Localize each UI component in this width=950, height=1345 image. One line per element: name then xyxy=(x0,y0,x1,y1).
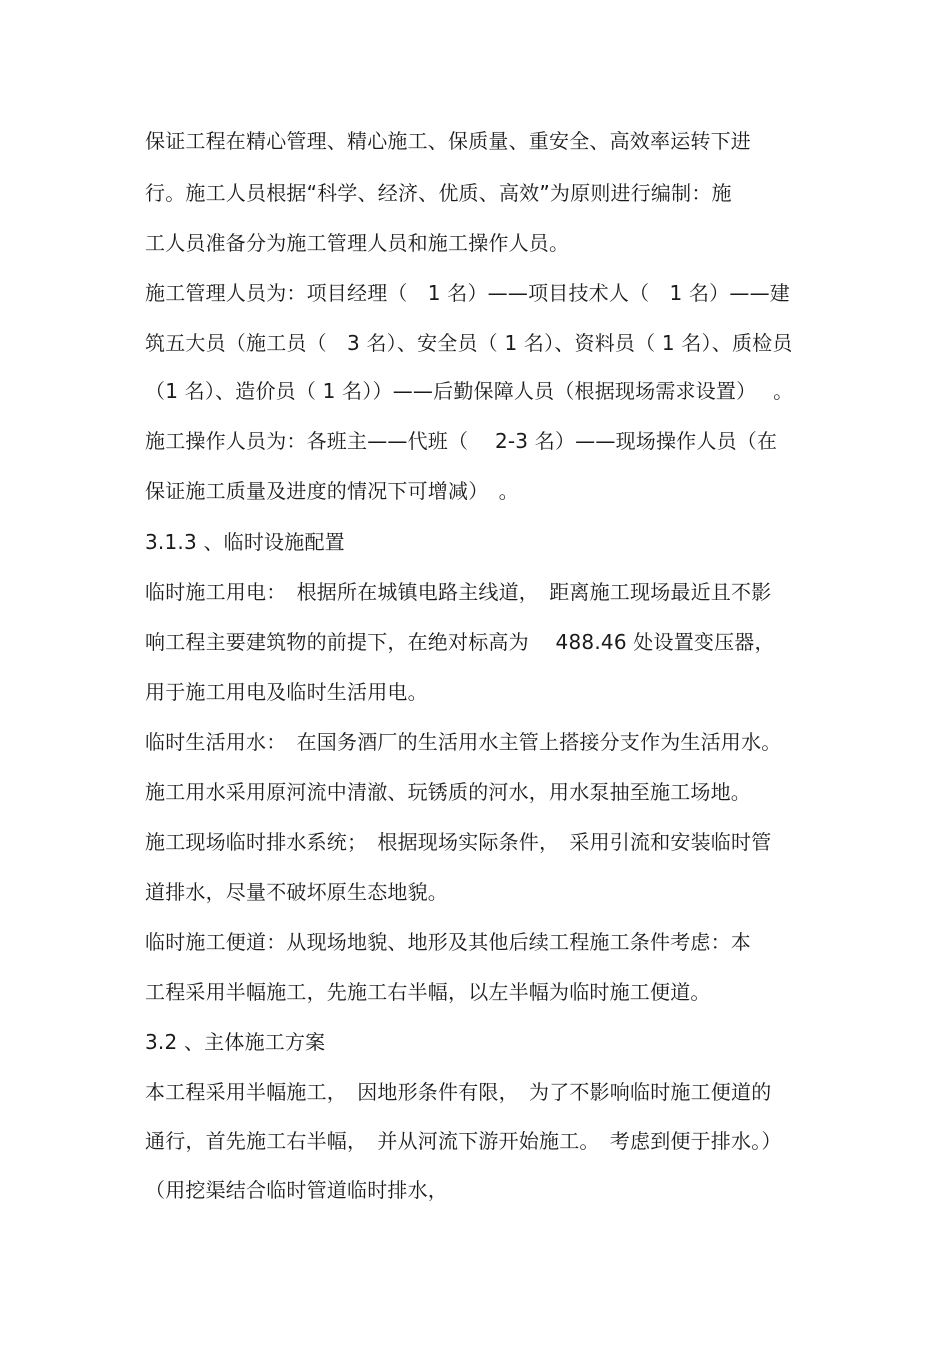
paragraph-line: （1 名）、造价员（ 1 名））——后勤保障人员（根据现场需求设置） 。 xyxy=(145,379,794,403)
paragraph-line: 保证工程在精心管理、精心施工、保质量、重安全、高效率运转下进 xyxy=(145,129,751,153)
paragraph-line: 筑五大员（施工员（ 3 名）、安全员（ 1 名）、资料员（ 1 名）、质检员 xyxy=(145,331,793,355)
paragraph-line: 工人员准备分为施工管理人员和施工操作人员。 xyxy=(145,231,570,255)
paragraph-line: 施工管理人员为：项目经理（ 1 名）——项目技术人（ 1 名）——建 xyxy=(145,281,790,305)
paragraph-line: 施工现场临时排水系统； 根据现场实际条件， 采用引流和安装临时管 xyxy=(145,830,772,854)
paragraph-line: 施工用水采用原河流中清澈、玩锈质的河水，用水泵抽至施工场地。 xyxy=(145,780,751,804)
paragraph-line: 临时施工便道：从现场地貌、地形及其他后续工程施工条件考虑：本 xyxy=(145,930,751,954)
paragraph-line: 用于施工用电及临时生活用电。 xyxy=(145,680,428,704)
paragraph-line: 保证施工质量及进度的情况下可增减） 。 xyxy=(145,479,519,503)
paragraph-line: 通行，首先施工右半幅， 并从河流下游开始施工。 考虑到便于排水。） xyxy=(145,1129,782,1153)
paragraph-line: 临时生活用水： 在国务酒厂的生活用水主管上搭接分支作为生活用水。 xyxy=(145,730,782,754)
paragraph-line: 响工程主要建筑物的前提下，在绝对标高为 488.46 处设置变压器， xyxy=(145,630,775,654)
paragraph-line: 本工程采用半幅施工， 因地形条件有限， 为了不影响临时施工便道的 xyxy=(145,1080,772,1104)
paragraph-line: 道排水，尽量不破坏原生态地貌。 xyxy=(145,880,448,904)
paragraph-line: 施工操作人员为：各班主——代班（ 2-3 名）——现场操作人员（在 xyxy=(145,429,778,453)
section-heading: 3.2 、主体施工方案 xyxy=(145,1030,326,1054)
paragraph-line: 工程采用半幅施工，先施工右半幅，以左半幅为临时施工便道。 xyxy=(145,980,711,1004)
paragraph-line: 临时施工用电： 根据所在城镇电路主线道， 距离施工现场最近且不影 xyxy=(145,580,772,604)
section-heading: 3.1.3 、临时设施配置 xyxy=(145,530,345,554)
paragraph-line: （用挖渠结合临时管道临时排水， xyxy=(145,1178,448,1202)
paragraph-line: 行。施工人员根据“科学、经济、优质、高效”为原则进行编制：施 xyxy=(145,181,732,205)
